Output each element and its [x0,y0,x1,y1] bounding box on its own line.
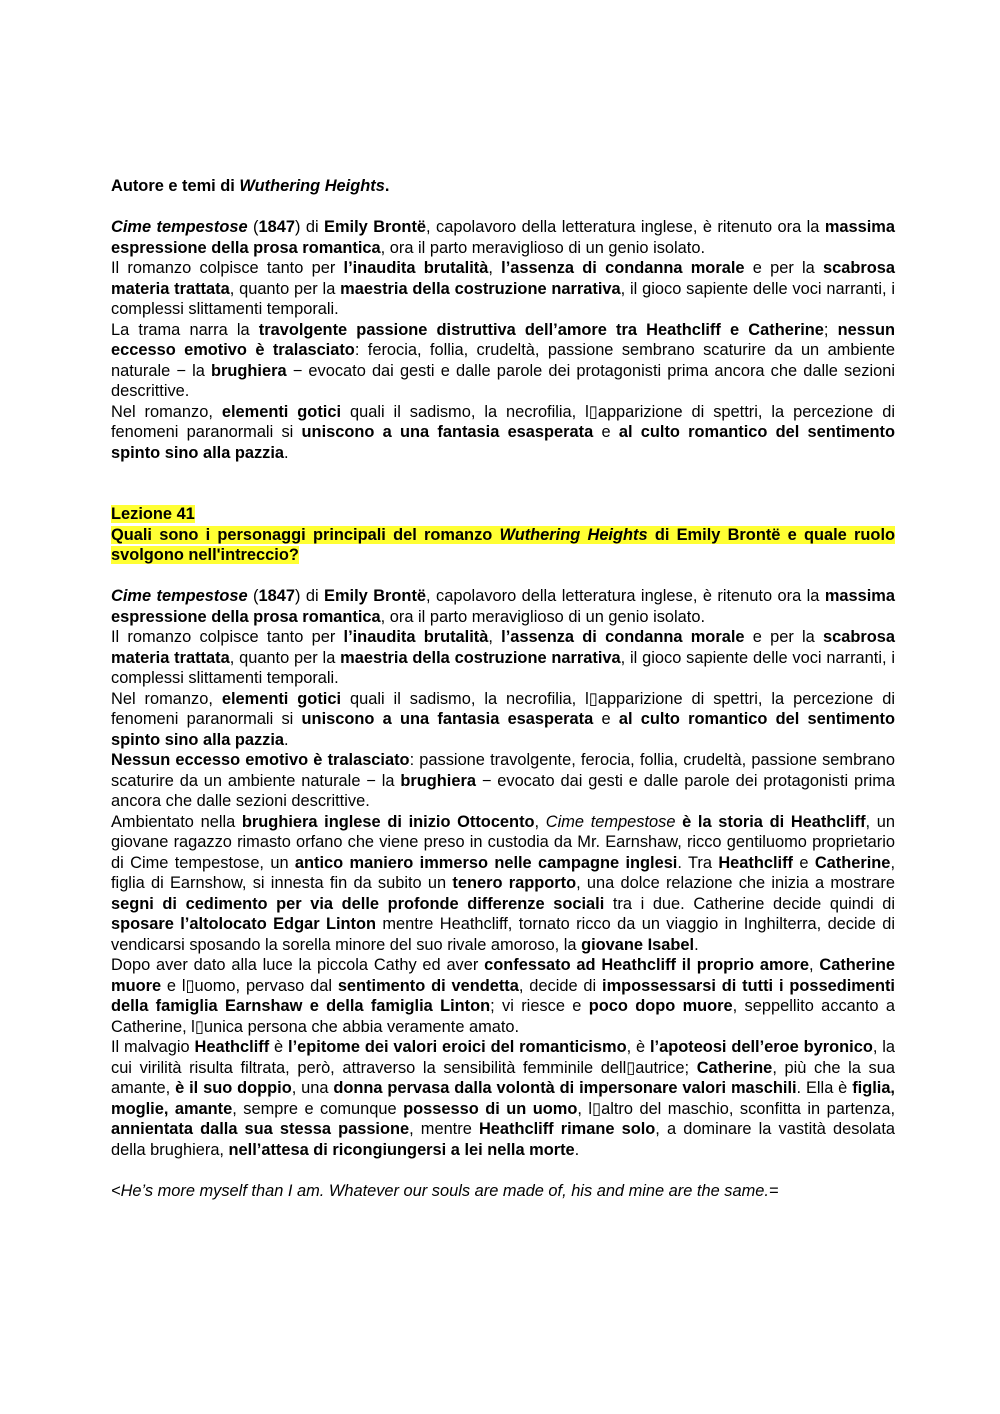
section-answer [111,586,895,1201]
text-run: quali il sadismo, la necrofilia, l▯apparizione di spettri, la percezione di fenomeni paranormali si [111,689,895,728]
text-run: ; vi riesce e [490,997,589,1015]
text-run: tenero rapporto [452,874,577,892]
text-run: quali il sadismo, la necrofilia, l▯apparizione di spettri, la percezione di fenomeni paranormali si [111,402,895,441]
text-run: elementi gotici [221,402,342,421]
text-run: . [284,443,289,462]
text-run: segni di cedimento per via delle profonde differenze sociali [111,894,605,913]
answer-paragraph-death [111,955,895,1037]
text-run: e [793,853,815,872]
text-run: scabrosa materia trattata [111,628,895,667]
text-run: e [593,710,619,728]
text-run: ) di [294,587,325,605]
text-run: Heathcliff rimane solo [478,1120,656,1138]
answer-paragraph-characters [111,1037,895,1160]
title-italic: Wuthering Heights [239,177,385,195]
text-run: ( [247,218,259,236]
paragraph-intro [111,217,895,258]
text-run: è il suo doppio [175,1079,292,1097]
text-run: : ferocia, follia, crudeltà, passione sembrano scaturire da un ambiente naturale − la [111,341,895,380]
text-run: . Tra [677,853,719,872]
text-run: , una [291,1079,334,1097]
text-run: , è [626,1038,650,1056]
text-run: Catherine muore [111,956,895,995]
text-run: è la storia di Heathcliff [682,812,866,831]
text-run: Emily Brontë [324,587,427,605]
text-run: maestria della costruzione narrativa [340,648,621,667]
lesson-heading [111,504,895,566]
text-run: , ora il parto meraviglioso di un genio isolato. [380,238,706,257]
text-run: ) di [294,218,325,236]
text-run: Nel romanzo, [111,689,222,708]
text-run: massima espressione della prosa romantica [111,218,895,257]
text-run: Cime tempestose [545,812,676,831]
text-run: scabrosa materia trattata [111,259,895,298]
paragraph-style [111,258,895,320]
text-run: , capolavoro della letteratura inglese, è ritenuto ora la [426,218,825,236]
text-run: ; [823,320,838,339]
text-run: travolgente passione distruttiva dell’amore tra Heathcliff e Catherine [258,320,824,339]
text-run: ( [247,587,259,605]
text-run: e per la [744,628,824,646]
text-run: , il gioco sapiente delle voci narranti, i complessi slittamenti temporali. [111,279,895,318]
answer-paragraph-intro [111,586,895,627]
text-run: . Ella è [796,1079,853,1097]
text-run: confessato ad Heathcliff il proprio amore [484,956,810,974]
text-run: uniscono a una fantasia esasperata [301,423,594,441]
text-run: Nel romanzo, [111,402,222,421]
text-run: 1847 [258,587,295,605]
text-run: e l▯uomo, pervaso dal [161,976,338,995]
text-run: 1847 [258,218,295,236]
text-run: l’assenza di condanna morale [501,259,745,277]
title-text: Autore e temi di [111,177,240,195]
text-run: Cime tempestose [111,218,248,236]
text-run: − evocato dai gesti e dalle parole dei protagonisti prima ancora che dalle sezioni descrittive. [111,361,895,400]
text-run: , [809,956,820,974]
text-run: , a dominare la vastità desolata della brughiera, [111,1120,895,1159]
text-run: possesso di un uomo [403,1099,578,1118]
text-run: Catherine [696,1058,773,1077]
text-run: − evocato dai gesti e dalle parole dei protagonisti prima ancora che dalle sezioni descrittive. [111,771,895,810]
text-run: Dopo aver dato alla luce la piccola Cathy ed aver [111,956,485,974]
text-run: , mentre [409,1120,479,1138]
text-run: figlia, moglie, amante [111,1079,895,1118]
text-run: , [534,812,546,831]
lesson-label-line [111,504,895,525]
text-run: nessun eccesso emotivo è tralasciato [111,320,895,359]
text-run: giovane Isabel [581,935,695,954]
text-run: l’inaudita brutalità [343,628,489,646]
text-run: è [269,1038,289,1056]
text-run: , figlia di Earnshow, si innesta fin da subito un [111,853,895,892]
text-run: Nessun eccesso emotivo è tralasciato [111,751,410,769]
text-run: , sempre e comunque [232,1099,404,1118]
paragraph-gothic [111,402,895,464]
text-run: Heathcliff [194,1038,270,1056]
text-run: . [284,730,289,749]
text-run: Ambientato nella [111,812,242,831]
text-run: , una dolce relazione che inizia a mostrare [576,874,895,892]
text-run: , un giovane ragazzo rimasto orfano che viene preso in custodia da Mr. Earnshaw, ricco gentiluomo proprietario di Cime tempestose, un [111,812,895,872]
text-run: e [593,423,619,441]
text-run: tra i due. Catherine decide quindi di [604,894,895,913]
text-run: Il malvagio [111,1038,195,1056]
text-run: impossessarsi di tutti i possedimenti della famiglia Earnshaw e della famiglia Linton [111,976,895,1015]
text-run: poco dopo muore [588,997,733,1015]
question-italic: Wuthering Heights [499,525,648,544]
text-run: elementi gotici [221,689,342,708]
text-run: e per la [744,259,824,277]
text-run: : passione travolgente, ferocia, follia, crudeltà, passione sembrano scaturire da un ambiente naturale − la [111,751,895,790]
text-run: , il gioco sapiente delle voci narranti, i complessi slittamenti temporali. [111,648,895,687]
question-text-end: di Emily Brontë e quale ruolo svolgono nell'intreccio? [111,525,896,564]
text-run: , quanto per la [229,648,341,667]
paragraph-plot [111,320,895,402]
text-run: sentimento di vendetta [337,976,519,995]
text-run: , [488,628,502,646]
text-run: al culto romantico del sentimento spinto sino alla pazzia [111,710,895,749]
text-run: uniscono a una fantasia esasperata [301,710,594,728]
text-run: . [694,935,699,954]
answer-paragraph-gothic [111,689,895,751]
text-run: brughiera [400,771,476,790]
text-run: l’assenza di condanna morale [501,628,745,646]
text-run: Heathcliff [718,853,793,872]
text-run: brughiera inglese di inizio Ottocento [241,812,535,831]
closing-quote: <He’s more myself than I am. Whatever our souls are made of, his and mine are the same.= [111,1181,779,1200]
text-run: . [574,1140,580,1159]
text-run: annientata dalla sua stessa passione [111,1120,410,1138]
text-run: donna pervasa dalla volontà di impersonare valori maschili [333,1079,797,1097]
title-period: . [384,177,390,195]
answer-paragraph-style [111,627,895,689]
text-run: antico maniero immerso nelle campagne inglesi [294,853,678,872]
text-run: nell’attesa di ricongiungersi a lei nella morte [228,1140,575,1159]
text-run: sposare l’altolocato Edgar Linton [111,915,377,933]
text-run: , [488,259,502,277]
answer-paragraph-setting [111,812,895,956]
text-run: , ora il parto meraviglioso di un genio isolato. [380,607,706,626]
text-run: al culto romantico del sentimento spinto sino alla pazzia [111,423,895,462]
text-run: brughiera [210,361,287,380]
text-run: , quanto per la [229,279,341,298]
text-run: , decide di [518,976,603,995]
text-run: l’apoteosi dell’eroe byronico [649,1038,873,1056]
text-run: Il romanzo colpisce tanto per [111,628,344,646]
text-run: l’inaudita brutalità [343,259,489,277]
text-run: Il romanzo colpisce tanto per [111,259,344,277]
text-run: Emily Brontë [324,218,427,236]
text-run: Cime tempestose [111,587,248,605]
text-run: massima espressione della prosa romantica [111,587,895,626]
text-run: , capolavoro della letteratura inglese, è ritenuto ora la [426,587,825,605]
text-run: Catherine [814,853,891,872]
text-run: maestria della costruzione narrativa [340,279,621,298]
text-run: , la cui virilità risulta filtrata, però, attraverso la sensibilità femminile dell▯autrice; [111,1038,895,1077]
lesson-label: Lezione 41 [111,505,195,523]
text-run: mentre Heathcliff, tornato ricco da un viaggio in Inghilterra, decide di vendicarsi sposando la sorella minore del suo rivale amoroso, la [111,915,895,954]
document-page [111,176,895,1201]
section-author-themes [111,176,895,463]
section-title [111,176,895,197]
lesson-question [111,525,895,566]
text-run: , seppellito accanto a Catherine, l▯unica persona che abbia veramente amato. [111,997,895,1036]
text-run: La trama narra la [111,320,259,339]
answer-paragraph-emotion [111,750,895,812]
text-run: , più che la sua amante, [111,1058,895,1097]
text-run: , l▯altro del maschio, sconfitta in partenza, [577,1099,895,1118]
question-text: Quali sono i personaggi principali del romanzo [111,525,500,544]
text-run: l’epitome dei valori eroici del romanticismo [288,1038,627,1056]
